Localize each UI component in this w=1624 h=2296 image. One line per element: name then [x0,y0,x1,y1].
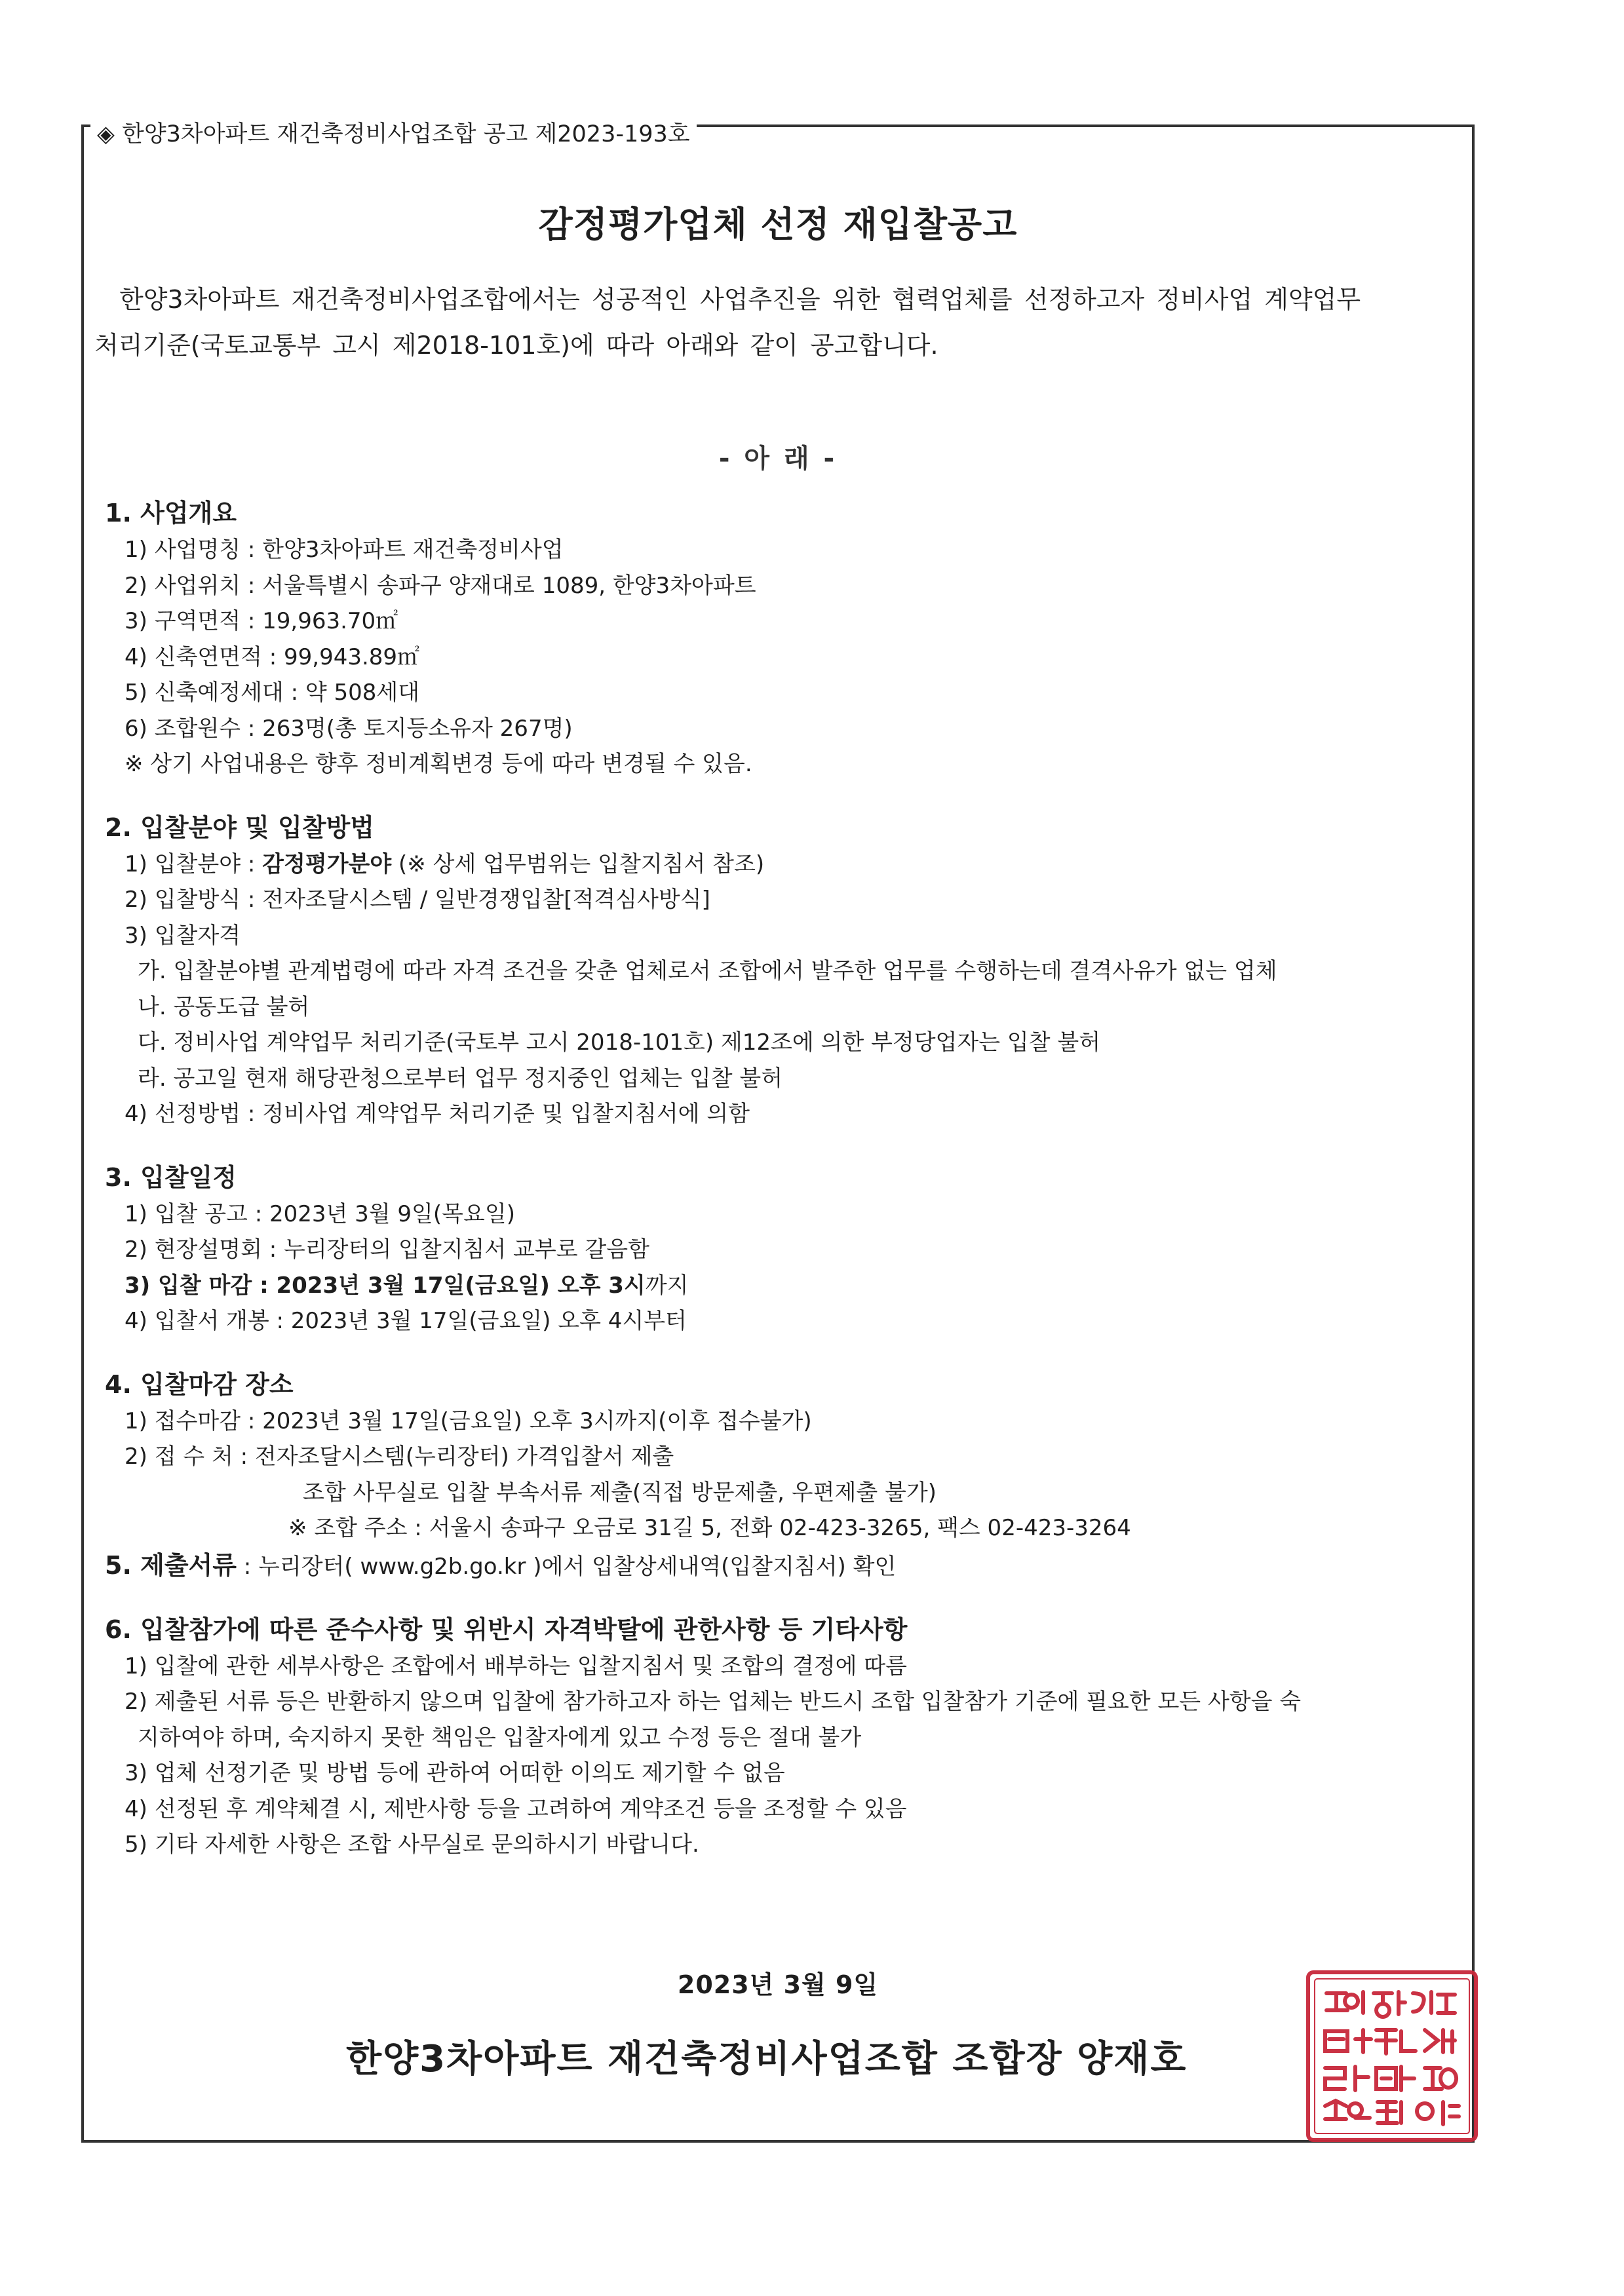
documents-text: : 누리장터( www.g2b.go.kr )에서 입찰상세내역(입찰지침서) 확인 [236,1553,897,1580]
notice-number: ◈ 한양3차아파트 재건축정비사업조합 공고 제2023-193호 [90,123,697,146]
section-heading [105,1546,1452,1584]
list-item: 1) 사업명칭 : 한양3차아파트 재건축정비사업 [125,537,564,563]
list-item: 4) 입찰서 개봉 : 2023년 3월 17일(금요일) 오후 4시부터 [125,1308,687,1334]
list-note: ※ 상기 사업내용은 향후 정비계획변경 등에 따라 변경될 수 있음. [125,751,752,777]
office-address-note: ※ 조합 주소 : 서울시 송파구 오금로 31길 5, 전화 02-423-3265, 팩스 02-423-3264 [288,1515,1131,1541]
list-item: 4) 선정된 후 계약체결 시, 제반사항 등을 고려하여 계약조건 등을 조정할 수 있음 [125,1795,907,1822]
intro-line-2: 처리기준(국토교통부 고시 제2018-101호)에 따라 아래와 같이 공고합니다. [94,331,938,360]
section-other-matters [105,1611,1452,1863]
section-heading: 1. 사업개요 [105,499,237,527]
notice-heading: - 아 래 - [718,444,838,474]
section-business-overview [105,494,1452,782]
list-item: 2) 현장설명회 : 누리장터의 입찰지침서 교부로 갈음함 [125,1236,649,1263]
item-note: (※ 상세 업무범위는 입찰지침서 참조) [391,851,765,877]
section-submission-place [105,1366,1452,1546]
notice-frame [81,121,1475,2143]
sub-item: 가. 입찰분야별 관계법령에 따라 자격 조건을 갖춘 업체로서 조합에서 발주한 업무를 수행하는데 결격사유가 없는 업체 [138,958,1277,984]
list-item: 5) 기타 자세한 사항은 조합 사무실로 문의하시기 바랍니다. [125,1831,699,1858]
bid-field-value: 감정평가분야 [262,851,392,877]
list-item: 3) 입찰자격 [125,922,241,949]
list-item: 1) 입찰에 관한 세부사항은 조합에서 배부하는 입찰지침서 및 조합의 결정에 따름 [125,1653,907,1679]
section-documents [105,1546,1452,1584]
page-title: 감정평가업체 선정 재입찰공고 [538,204,1018,245]
list-item: 4) 신축연면적 : 99,943.89㎡ [125,643,420,670]
sub-item: 라. 공고일 현재 해당관청으로부터 업무 정지중인 업체는 입찰 불허 [138,1065,783,1092]
section-bid-field-method [105,809,1452,1132]
list-item-continued: 조합 사무실로 입찰 부속서류 제출(직접 방문제출, 우편제출 불가) [303,1479,937,1506]
list-item: 1) 입찰 공고 : 2023년 3월 9일(목요일) [125,1200,515,1227]
item-label: 1) 입찰분야 : [125,851,263,877]
sub-item: 다. 정비사업 계약업무 처리기준(국토부 고시 2018-101호) 제12조에 의한 부정당업자는 입찰 불허 [138,1029,1101,1056]
list-item-continued: 지하여야 하며, 숙지하지 못한 책임은 입찰자에게 있고 수정 등은 절대 불가 [138,1724,862,1751]
section-heading: 3. 입찰일정 [105,1162,237,1192]
intro-paragraph [94,277,1446,368]
item-suffix: 까지 [645,1272,689,1299]
list-item: 3) 구역면적 : 19,963.70㎡ [125,608,398,634]
section-bid-schedule [105,1158,1452,1339]
list-item: 2) 제출된 서류 등은 반환하지 않으며 입찰에 참가하고자 하는 업체는 반드시 조합 입찰참가 기준에 필요한 모든 사항을 숙 [125,1689,1302,1715]
list-item [105,847,1452,883]
notice-date: 2023년 3월 9일 [677,1970,879,1999]
list-item [105,1268,1452,1304]
section-heading: 2. 입찰분야 및 입찰방법 [105,813,374,842]
list-item: 2) 접 수 처 : 전자조달시스템(누리장터) 가격입찰서 제출 [125,1444,674,1470]
signer-name: 한양3차아파트 재건축정비사업조합 조합장 양재호 [346,2038,1188,2080]
section-heading: 6. 입찰참가에 따른 준수사항 및 위반시 자격박탈에 관한사항 등 기타사항 [105,1615,908,1644]
list-item: 6) 조합원수 : 263명(총 토지등소유자 267명) [125,715,573,742]
intro-line-1: 한양3차아파트 재건축정비사업조합에서는 성공적인 사업추진을 위한 협력업체를 선정하고자 정비사업 계약업무 [119,285,1361,314]
notice-body [105,494,1452,1863]
list-item: 1) 접수마감 : 2023년 3월 17일(금요일) 오후 3시까지(이후 접수불가) [125,1407,812,1434]
official-seal-icon [1303,1967,1481,2145]
list-item: 3) 업체 선정기준 및 방법 등에 관하여 어떠한 이의도 제기할 수 없음 [125,1760,785,1786]
list-item: 2) 입찰방식 : 전자조달시스템 / 일반경쟁입찰[적격심사방식] [125,887,710,913]
sub-item: 나. 공동도급 불허 [138,993,310,1020]
list-item: 5) 신축예정세대 : 약 508세대 [125,679,420,706]
list-item: 4) 선정방법 : 정비사업 계약업무 처리기준 및 입찰지침서에 의함 [125,1101,750,1127]
section-heading: 4. 입찰마감 장소 [105,1369,294,1399]
bid-deadline: 3) 입찰 마감 : 2023년 3월 17일(금요일) 오후 3시 [125,1272,646,1299]
documents-heading: 5. 제출서류 [105,1550,237,1580]
list-item: 2) 사업위치 : 서울특별시 송파구 양재대로 1089, 한양3차아파트 [125,572,756,599]
